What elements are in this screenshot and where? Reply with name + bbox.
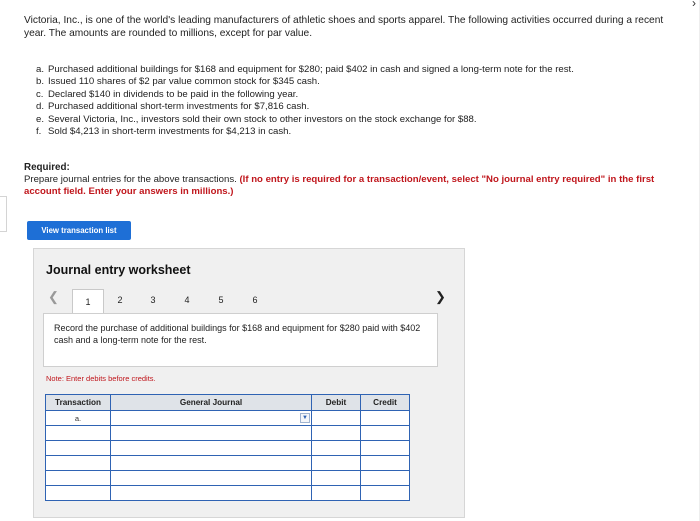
journal-table: [45, 394, 410, 501]
corner-chevron-icon: ›: [692, 0, 696, 10]
required-heading: Required:: [24, 162, 70, 173]
journal-entry-worksheet: [33, 248, 465, 518]
required-emphasis: (If no entry is required for a transaction/event, select "No journal entry required" in the first account field. Enter your answers in millions.): [24, 174, 655, 198]
debit-input[interactable]: [312, 411, 361, 426]
table-row: [46, 456, 410, 471]
page-tab-3[interactable]: 3: [150, 295, 156, 305]
transaction-cell: [46, 426, 111, 441]
transaction-cell: [46, 471, 111, 486]
activity-list: [36, 64, 574, 138]
debit-input[interactable]: [312, 471, 361, 486]
list-item: e. Several Victoria, Inc., investors sold their own stock to other investors on the stock exchange for $88.: [36, 113, 477, 125]
list-item: c. Declared $140 in dividends to be paid in the following year.: [36, 88, 299, 100]
account-select[interactable]: [111, 411, 312, 426]
list-item: d. Purchased additional short-term investments for $7,816 cash.: [36, 101, 310, 113]
credit-input[interactable]: [361, 486, 410, 501]
account-select[interactable]: [111, 486, 312, 501]
credit-input[interactable]: [361, 426, 410, 441]
table-row: [46, 471, 410, 486]
col-transaction: Transaction: [46, 395, 111, 411]
account-select[interactable]: [111, 441, 312, 456]
debit-input[interactable]: [312, 441, 361, 456]
page-tab-2[interactable]: 2: [117, 295, 123, 305]
list-item: a. Purchased additional buildings for $168 and equipment for $280; paid $402 in cash and signed a long-term note for the rest.: [36, 64, 574, 75]
page-tab-1[interactable]: 1: [72, 289, 104, 314]
problem-intro: Victoria, Inc., is one of the world's leading manufacturers of athletic shoes and sports apparel. The following activities occurred during a recent year. The amounts are rounded to millions, except for par value.: [24, 15, 664, 39]
page-tab-6[interactable]: 6: [252, 295, 258, 305]
account-select[interactable]: [111, 456, 312, 471]
transaction-cell: a.: [46, 411, 111, 426]
transaction-cell: [46, 456, 111, 471]
col-credit: Credit: [361, 395, 410, 411]
table-row: [46, 426, 410, 441]
table-row: [46, 411, 410, 426]
dropdown-arrow-icon[interactable]: ▼: [300, 413, 310, 423]
transaction-description: Record the purchase of additional buildings for $168 and equipment for $280 paid with $402 cash and a long-term note for the rest.: [43, 313, 438, 367]
account-select[interactable]: [111, 426, 312, 441]
debit-credit-note: Note: Enter debits before credits.: [46, 374, 156, 383]
account-select[interactable]: [111, 471, 312, 486]
side-tab-handle[interactable]: [0, 196, 7, 232]
credit-input[interactable]: [361, 411, 410, 426]
list-item: f. Sold $4,213 in short-term investments for $4,213 in cash.: [36, 126, 292, 138]
table-row: [46, 441, 410, 456]
table-header: [46, 395, 410, 411]
transaction-cell: [46, 486, 111, 501]
debit-input[interactable]: [312, 426, 361, 441]
debit-input[interactable]: [312, 486, 361, 501]
credit-input[interactable]: [361, 441, 410, 456]
debit-input[interactable]: [312, 456, 361, 471]
credit-input[interactable]: [361, 456, 410, 471]
col-debit: Debit: [312, 395, 361, 411]
page-tab-5[interactable]: 5: [218, 295, 224, 305]
view-transaction-list-button[interactable]: View transaction list: [27, 221, 131, 240]
col-general-journal: General Journal: [111, 395, 312, 411]
required-text: Prepare journal entries for the above transactions. (If no entry is required for a transaction/event, select "No journal entry required" in the first account field. Enter your answers in millions.): [24, 174, 655, 198]
page-tab-4[interactable]: 4: [184, 295, 190, 305]
prev-arrow-icon[interactable]: ❮: [48, 289, 59, 304]
credit-input[interactable]: [361, 471, 410, 486]
table-row: [46, 486, 410, 501]
next-arrow-icon[interactable]: ❯: [435, 289, 446, 304]
list-item: b. Issued 110 shares of $2 par value common stock for $345 cash.: [36, 76, 320, 88]
transaction-cell: [46, 441, 111, 456]
worksheet-title: Journal entry worksheet: [46, 263, 191, 277]
worksheet-pager: [46, 289, 446, 307]
